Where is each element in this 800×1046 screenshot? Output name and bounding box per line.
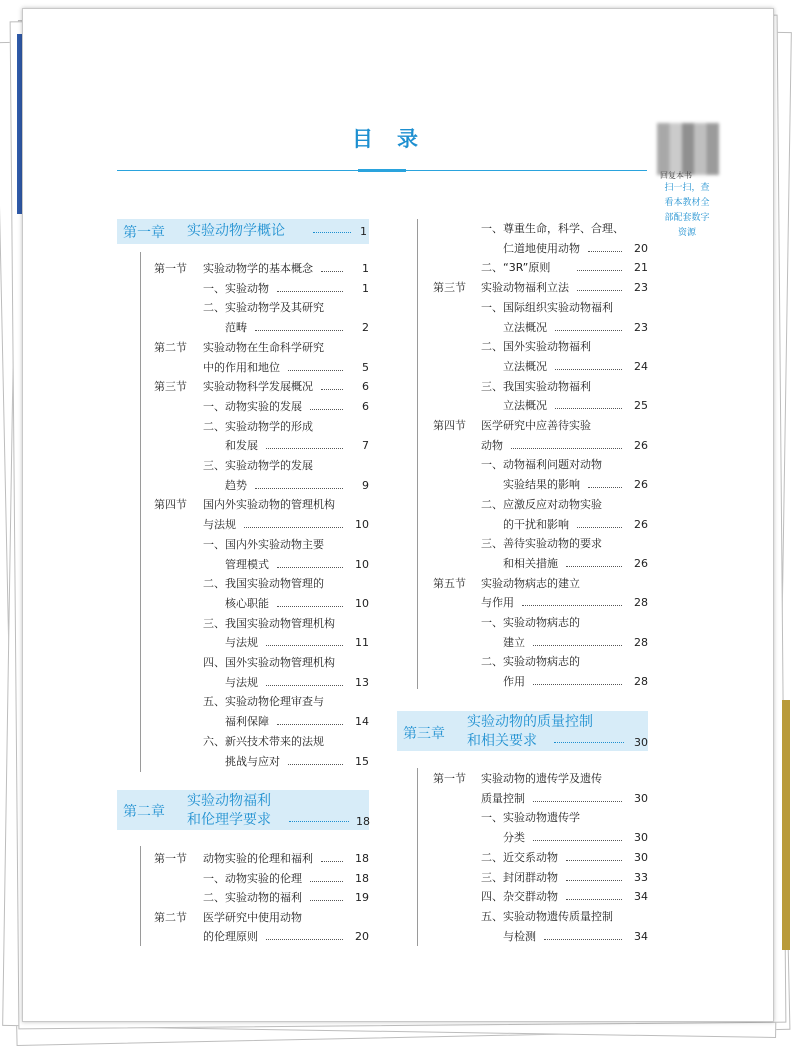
toc-page-number: 7: [362, 439, 369, 453]
toc-entry-title: 国内外实验动物的管理机构: [203, 498, 335, 512]
toc-page-number: 11: [355, 636, 369, 650]
toc-entry-title: 医学研究中应善待实验: [481, 419, 591, 432]
toc-section-entry[interactable]: [203, 909, 369, 926]
toc-entry-title: 立法概况: [503, 359, 547, 373]
dot-leader: [266, 645, 343, 646]
toc-entry-title: 福利保障: [225, 715, 269, 729]
toc-entry-title: 一、实验动物病志的: [481, 616, 580, 629]
dot-leader: [266, 448, 343, 449]
toc-page-number: 34: [634, 929, 648, 943]
toc-entry[interactable]: [481, 790, 648, 807]
toc-entry-title: 动物实验的伦理和福利: [203, 852, 313, 865]
chapter-number: 第一章: [123, 225, 165, 241]
dot-leader: [533, 840, 622, 841]
dot-leader: [321, 271, 343, 272]
dot-leader: [255, 330, 343, 331]
toc-entry[interactable]: [503, 319, 648, 336]
toc-section-entry[interactable]: [481, 770, 648, 787]
toc-entry-title: 实验动物学的基本概念: [203, 262, 313, 275]
toc-entry[interactable]: [503, 829, 648, 846]
column-rule: [417, 768, 418, 946]
toc-entry[interactable]: [203, 870, 369, 887]
toc-page-number: 9: [362, 478, 369, 492]
dot-leader: [288, 764, 343, 765]
toc-entry[interactable]: [225, 634, 369, 651]
toc-entry[interactable]: [225, 556, 369, 573]
toc-entry[interactable]: [225, 674, 369, 691]
column-rule: [140, 846, 141, 946]
qr-caption-line: 部配套数字: [664, 213, 710, 223]
qr-caption-top: 回复本书: [660, 171, 692, 180]
toc-entry-title: 与法规: [203, 518, 236, 532]
toc-entry-title: 二、实验动物学及其研究: [203, 301, 324, 315]
qr-caption-line: 扫一扫，查: [664, 183, 710, 193]
chapter-page: 30: [634, 736, 648, 749]
toc-entry[interactable]: [481, 496, 648, 513]
toc-page-number: 34: [634, 890, 648, 904]
toc-entry-title: 实验动物的遗传学及遗传: [481, 772, 602, 785]
toc-page-number: 23: [634, 320, 648, 334]
section-number: 第四节: [433, 419, 466, 432]
toc-entry-title: 实验动物病志的建立: [481, 576, 580, 590]
toc-entry[interactable]: [481, 220, 648, 237]
dot-leader: [577, 270, 622, 271]
dot-leader: [555, 369, 622, 370]
dot-leader: [555, 330, 622, 331]
toc-entry[interactable]: [203, 280, 369, 297]
toc-entry-title: 中的作用和地位: [203, 360, 280, 374]
toc-entry-title: 五、实验动物遗传质量控制: [481, 909, 613, 923]
toc-page-number: 28: [634, 635, 648, 649]
toc-section-entry[interactable]: [481, 575, 648, 592]
toc-entry-title: 三、善待实验动物的要求: [481, 537, 602, 551]
toc-entry[interactable]: [481, 259, 648, 276]
toc-entry[interactable]: [203, 654, 369, 671]
toc-entry[interactable]: [225, 437, 369, 454]
toc-entry-title: 与法规: [225, 636, 258, 650]
toc-entry-title: 一、实验动物遗传学: [481, 811, 580, 825]
toc-page-number: 19: [355, 891, 369, 904]
toc-page-number: 10: [355, 518, 369, 532]
chapter-number: 第二章: [123, 804, 165, 820]
toc-entry-title: 挑战与应对: [225, 754, 280, 768]
toc-entry-title: 二、近交系动物: [481, 850, 558, 864]
toc-entry-title: 六、新兴技术带来的法规: [203, 734, 324, 748]
toc-entry-title: 一、实验动物: [203, 281, 269, 295]
toc-entry-title: 作用: [503, 675, 525, 689]
toc-entry[interactable]: [503, 240, 648, 257]
toc-page-number: 20: [634, 241, 648, 255]
toc-entry-title: 建立: [503, 635, 525, 649]
chapter-heading[interactable]: [117, 790, 369, 830]
toc-entry-title: 动物: [481, 438, 503, 452]
toc-page-number: 23: [634, 281, 648, 295]
toc-entry-title: 三、实验动物学的发展: [203, 459, 313, 472]
toc-entry-title: 二、国外实验动物福利: [481, 340, 591, 354]
toc-entry[interactable]: [203, 889, 369, 906]
toc-entry[interactable]: [225, 753, 369, 770]
toc-entry-title: 医学研究中使用动物: [203, 910, 302, 924]
toc-entry[interactable]: [203, 575, 369, 592]
page-title-part: 目: [352, 127, 375, 151]
section-number: 第二节: [154, 340, 187, 354]
toc-entry[interactable]: [481, 849, 648, 866]
dot-leader: [266, 685, 343, 686]
toc-entry[interactable]: [203, 928, 369, 945]
toc-page-number: 21: [634, 261, 648, 275]
toc-page-number: 28: [634, 596, 648, 610]
toc-page-number: 24: [634, 359, 648, 373]
column-rule: [140, 252, 141, 772]
dot-leader: [544, 939, 622, 940]
toc-entry[interactable]: [503, 634, 648, 651]
dot-leader: [310, 409, 343, 410]
toc-entry[interactable]: [203, 536, 369, 553]
dot-leader: [555, 408, 622, 409]
toc-page-number: 33: [634, 870, 648, 884]
toc-section-entry[interactable]: [203, 260, 369, 277]
dot-leader: [566, 566, 622, 567]
dot-leader: [533, 684, 622, 685]
toc-entry-title: 和发展: [225, 439, 258, 453]
toc-section-entry[interactable]: [203, 850, 369, 867]
toc-section-entry[interactable]: [203, 339, 369, 356]
chapter-heading[interactable]: [397, 711, 648, 751]
dot-leader: [522, 605, 622, 606]
toc-entry[interactable]: [481, 338, 648, 355]
toc-page-number: 28: [634, 675, 648, 689]
page-title: [352, 123, 420, 153]
toc-page-number: 18: [355, 871, 369, 885]
toc-entry[interactable]: [225, 477, 369, 494]
toc-entry-title: 三、封闭群动物: [481, 870, 558, 884]
chapter-title: 实验动物的质量控制: [467, 714, 593, 730]
chapter-title: 和伦理学要求: [187, 812, 271, 828]
toc-entry[interactable]: [203, 693, 369, 710]
section-number: 第三节: [154, 380, 187, 394]
toc-entry[interactable]: [481, 809, 648, 826]
dot-leader: [566, 899, 622, 900]
toc-entry-title: 范畴: [225, 321, 247, 335]
toc-entry-title: 二、实验动物学的形成: [203, 419, 313, 433]
toc-page-number: 30: [634, 831, 648, 845]
toc-entry-title: 实验动物福利立法: [481, 281, 569, 295]
toc-entry-title: 实验动物在生命科学研究: [203, 340, 324, 354]
toc-entry-title: 一、尊重生命，科学、合理、: [481, 222, 624, 235]
dot-leader: [533, 645, 622, 646]
toc-entry-title: 仁道地使用动物: [503, 241, 580, 255]
dot-leader: [588, 251, 622, 252]
toc-entry[interactable]: [503, 555, 648, 572]
toc-page-number: 26: [634, 478, 648, 492]
section-number: 第一节: [433, 772, 466, 785]
toc-entry[interactable]: [481, 456, 648, 473]
chapter-title: 实验动物学概论: [187, 223, 285, 239]
toc-entry[interactable]: [481, 594, 648, 611]
toc-entry-title: 一、动物福利问题对动物: [481, 458, 602, 472]
toc-entry-title: 一、动物实验的伦理: [203, 871, 302, 885]
toc-entry-title: 三、我国实验动物福利: [481, 379, 591, 393]
toc-entry[interactable]: [225, 319, 369, 336]
dot-leader: [289, 821, 349, 822]
toc-entry-title: 和相关措施: [503, 556, 558, 570]
toc-entry-title: 立法概况: [503, 399, 547, 413]
qr-caption-line: 看本教材全: [664, 198, 710, 208]
dot-leader: [266, 939, 343, 940]
toc-entry-title: 一、动物实验的发展: [203, 399, 302, 413]
toc-entry-title: 实验结果的影响: [503, 478, 580, 492]
dot-leader: [588, 487, 622, 488]
toc-entry[interactable]: [481, 535, 648, 552]
qr-caption-line: 资源: [677, 228, 696, 238]
dot-leader: [277, 567, 343, 568]
toc-page-number: 30: [634, 850, 648, 864]
section-number: 第三节: [433, 281, 466, 295]
toc-entry-title: 一、国内外实验动物主要: [203, 537, 324, 551]
chapter-title: 实验动物福利: [187, 793, 271, 809]
toc-entry-title: 与法规: [225, 675, 258, 689]
toc-entry[interactable]: [481, 614, 648, 631]
toc-page-number: 14: [355, 715, 369, 729]
section-number: 第二节: [154, 910, 187, 924]
dot-leader: [310, 900, 343, 901]
toc-entry[interactable]: [481, 888, 648, 905]
toc-entry[interactable]: [203, 516, 369, 533]
toc-entry-title: 三、我国实验动物管理机构: [203, 616, 335, 630]
dot-leader: [277, 724, 343, 725]
toc-entry[interactable]: [481, 437, 648, 454]
toc-entry[interactable]: [503, 397, 648, 414]
chapter-page: 18: [356, 815, 370, 828]
toc-entry-title: 与检测: [503, 929, 536, 943]
toc-entry-title: 核心职能: [225, 596, 269, 610]
toc-entry-title: 分类: [503, 831, 525, 845]
dot-leader: [511, 448, 622, 449]
toc-page-number: 30: [634, 791, 648, 805]
toc-entry-title: 与作用: [481, 596, 514, 610]
toc-page-number: 26: [634, 438, 648, 452]
dot-leader: [313, 232, 351, 233]
toc-entry-title: 的伦理原则: [203, 930, 258, 943]
toc-entry-title: 五、实验动物伦理审查与: [203, 695, 324, 709]
toc-entry[interactable]: [203, 615, 369, 632]
dot-leader: [288, 370, 343, 371]
toc-entry-title: 质量控制: [481, 791, 525, 805]
toc-page-number: 25: [634, 399, 648, 413]
toc-page-number: 1: [362, 262, 369, 275]
section-number: 第一节: [154, 852, 187, 865]
dot-leader: [577, 527, 622, 528]
toc-section-entry[interactable]: [203, 496, 369, 513]
toc-entry[interactable]: [503, 928, 648, 945]
dot-leader: [577, 290, 622, 291]
toc-page-number: 10: [355, 596, 369, 610]
toc-entry[interactable]: [481, 299, 648, 316]
dot-leader: [321, 389, 343, 390]
toc-page-number: 20: [355, 930, 369, 943]
toc-entry[interactable]: [225, 713, 369, 730]
dot-leader: [554, 742, 624, 743]
dot-leader: [533, 801, 622, 802]
toc-entry[interactable]: [503, 516, 648, 533]
toc-entry[interactable]: [481, 378, 648, 395]
toc-entry[interactable]: [503, 358, 648, 375]
chapter-number: 第三章: [403, 726, 445, 742]
toc-page-number: 1: [362, 281, 369, 295]
toc-entry[interactable]: [225, 595, 369, 612]
toc-section-entry[interactable]: [481, 417, 648, 434]
toc-entry-title: 二、实验动物病志的: [481, 655, 580, 669]
section-number: 第五节: [433, 576, 466, 590]
toc-entry[interactable]: [203, 733, 369, 750]
toc-entry[interactable]: [203, 398, 369, 415]
toc-entry[interactable]: [481, 908, 648, 925]
toc-entry[interactable]: [203, 299, 369, 316]
chapter-title: 和相关要求: [467, 733, 537, 749]
toc-entry-title: 实验动物科学发展概况: [203, 380, 313, 394]
toc-page-number: 6: [362, 380, 369, 394]
toc-entry-title: 二、“3R”原则: [481, 261, 551, 275]
toc-entry[interactable]: [481, 869, 648, 886]
toc-page-number: 26: [634, 556, 648, 570]
toc-section-entry[interactable]: [203, 378, 369, 395]
dot-leader: [277, 606, 343, 607]
page-title-part: 录: [397, 127, 420, 151]
toc-entry-title: 一、国际组织实验动物福利: [481, 300, 613, 314]
toc-entry[interactable]: [203, 418, 369, 435]
dot-leader: [277, 291, 343, 292]
dot-leader: [255, 488, 343, 489]
toc-entry-title: 立法概况: [503, 320, 547, 334]
dot-leader: [566, 880, 622, 881]
toc-entry[interactable]: [481, 653, 648, 670]
toc-page-number: 13: [355, 675, 369, 689]
title-divider-accent: [358, 169, 406, 172]
toc-entry[interactable]: [203, 359, 369, 376]
toc-entry-title: 二、应激反应对动物实验: [481, 497, 602, 511]
toc-entry-title: 二、我国实验动物管理的: [203, 577, 324, 591]
cover-edge-gold: [782, 700, 790, 950]
dot-leader: [321, 861, 343, 862]
qr-caption: [654, 172, 720, 241]
toc-page-number: 15: [355, 754, 369, 768]
dot-leader: [310, 881, 343, 882]
toc-entry[interactable]: [203, 457, 369, 474]
toc-entry[interactable]: [503, 673, 648, 690]
toc-page-number: 6: [362, 399, 369, 413]
toc-page-number: 2: [362, 321, 369, 335]
toc-entry-title: 趋势: [225, 478, 247, 492]
toc-page-number: 18: [355, 852, 369, 865]
toc-entry-title: 管理模式: [225, 557, 269, 571]
toc-page-number: 10: [355, 557, 369, 571]
column-rule: [417, 219, 418, 689]
chapter-heading[interactable]: [117, 219, 369, 244]
toc-page-number: 26: [634, 517, 648, 531]
dot-leader: [244, 527, 343, 528]
toc-section-entry[interactable]: [481, 279, 648, 296]
toc-entry-title: 二、实验动物的福利: [203, 891, 302, 904]
section-number: 第一节: [154, 262, 187, 275]
toc-page-number: 5: [362, 360, 369, 374]
section-number: 第四节: [154, 498, 187, 512]
dot-leader: [566, 860, 622, 861]
toc-entry-title: 的干扰和影响: [503, 517, 569, 531]
toc-entry[interactable]: [503, 476, 648, 493]
chapter-page: 1: [360, 225, 367, 238]
toc-entry-title: 四、国外实验动物管理机构: [203, 656, 335, 669]
toc-entry-title: 四、杂交群动物: [481, 890, 558, 904]
